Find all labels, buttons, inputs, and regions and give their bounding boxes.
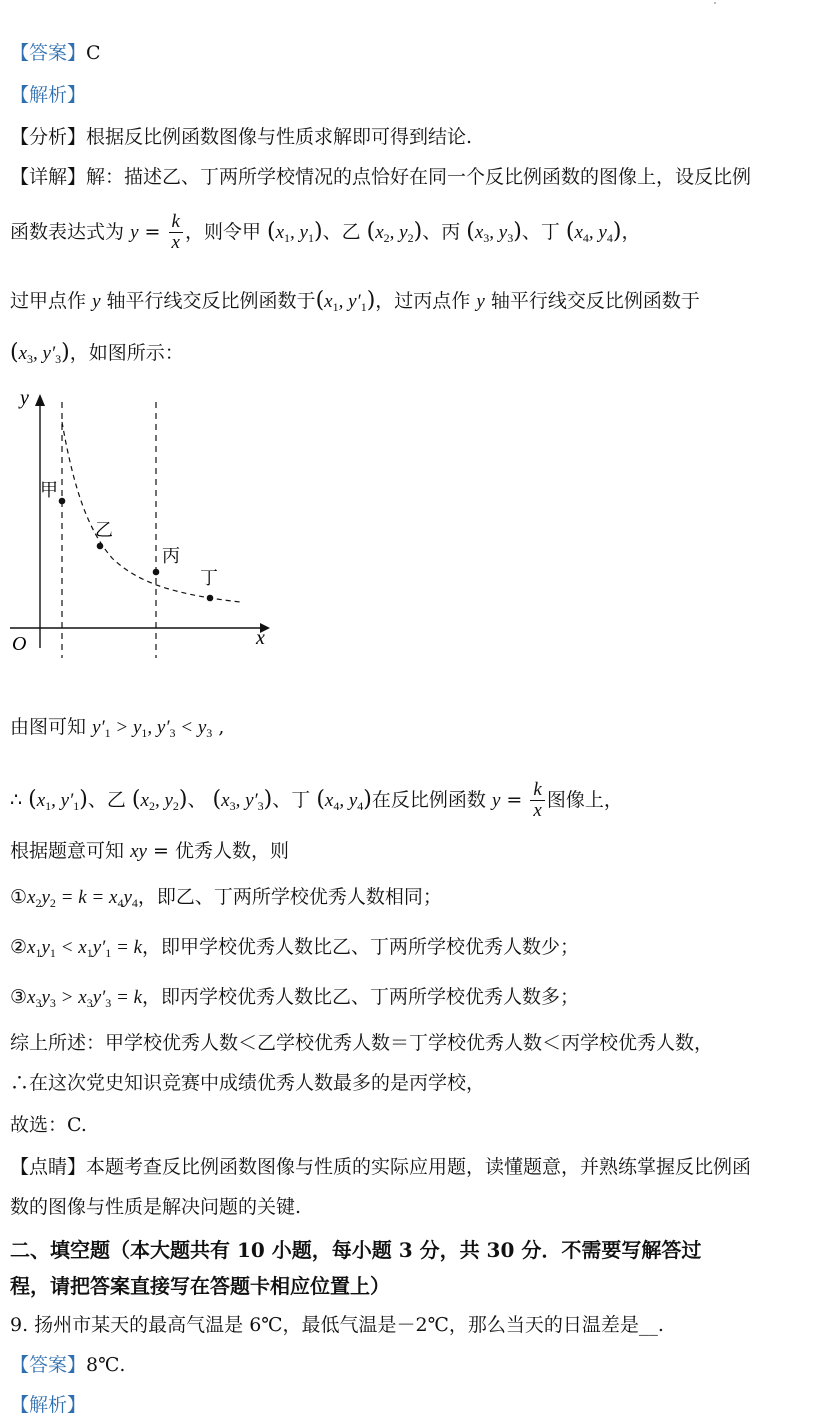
math-y: y: [491, 789, 501, 811]
text-fragment: ，: [621, 220, 641, 243]
text-fragment: ①: [10, 886, 28, 908]
math: $x_1y_1 < x_1y'_1 = k$: [27, 937, 143, 960]
answer-line: [10, 44, 101, 63]
text-fragment: 过甲点作: [10, 290, 87, 312]
text-fragment: 函数表达式为: [10, 220, 125, 243]
math-paren: ): [61, 340, 70, 365]
math-paren: ): [366, 288, 376, 313]
text-fragment: 、丙: [422, 220, 461, 243]
deduce-line-1: 由图可知 $y'_1 > y_1$, $y'_3 < y_3$ ,: [10, 716, 225, 740]
point-bing: [153, 569, 160, 576]
fenxi-label: 【分析】: [10, 126, 87, 148]
section-heading-1: 二、填空题（本大题共有 10 小题，每小题 3 分，共 30 分．不需要写解答过: [10, 1238, 702, 1262]
math-paren: ): [363, 786, 372, 812]
math-paren: ): [313, 218, 323, 244]
math-paren: ): [513, 218, 522, 244]
math: $x_4$, $y_4$: [574, 221, 613, 245]
text-fragment: 、: [187, 788, 207, 811]
math: $x_3$, $y_3$: [474, 221, 514, 245]
case-2: [10, 938, 579, 959]
math-paren: (: [131, 786, 141, 812]
text-fragment: ∴: [10, 788, 23, 811]
math-paren: (: [28, 786, 37, 812]
inverse-proportion-graph: [0, 380, 290, 660]
math: $x_1$, $y'_1$: [36, 789, 80, 813]
y-axis-label: y: [20, 387, 29, 409]
text-fragment: 由图可知: [10, 716, 87, 738]
dianjing-line-2: 数的图像与性质是解决问题的关键.: [10, 1196, 302, 1218]
point-ding: [207, 595, 214, 602]
text-fragment: ，则令甲: [184, 220, 261, 243]
text-fragment: 轴平行线交反比例函数于: [490, 290, 700, 312]
answer9-label: 【答案】: [10, 1354, 87, 1376]
fenxi-line: [10, 128, 472, 147]
answer-value: C: [86, 42, 101, 64]
xiangjie-line-1: [10, 168, 751, 187]
label-jia: 甲: [40, 480, 58, 501]
text-fragment: = 优秀人数，则: [152, 840, 289, 862]
math: $x_1$, $y_1$: [275, 221, 314, 245]
xiangjie-label: 【详解】: [10, 166, 87, 188]
point-jia: [59, 498, 66, 505]
conclusion-line: ∴在这次党史知识竞赛中成绩优秀人数最多的是丙学校，: [10, 1072, 486, 1094]
text-fragment: 、乙: [87, 788, 126, 811]
text-fragment: 轴平行线交反比例函数于: [106, 290, 316, 312]
point-yi: [97, 543, 104, 550]
fenxi-text: 根据反比例函数图像与性质求解即可得到结论.: [86, 126, 473, 148]
text-fragment: ，即乙、丁两所学校优秀人数相同；: [137, 886, 442, 908]
origin-label: O: [12, 633, 27, 655]
fraction-k-over-x: $\frac{k}{x}$: [169, 212, 183, 254]
deduce-line-3: [10, 842, 289, 861]
math-y: y: [130, 221, 139, 243]
analysis-label: 【解析】: [10, 84, 87, 106]
xiangjie-line-4: [10, 342, 184, 365]
math-paren: (: [212, 786, 222, 812]
deduce-line-2: ∴ ($x_1$, $y'_1$)、乙 ($x_2$, $y_2$)、 ($x_3$, $y'_3$)、丁 ($x_4$, $y_4$)在反比例函数 y = $\frac{k}{x}$ 图像上，: [10, 779, 623, 821]
section-heading-2: 程，请把答案直接写在答题卡相应位置上）: [10, 1274, 390, 1298]
math-paren: ): [178, 786, 188, 812]
choose-line: 故选：C.: [10, 1114, 87, 1136]
math-paren: (: [315, 288, 325, 313]
analysis9-label: 【解析】: [10, 1394, 87, 1416]
math-inequality: $y'_1 > y_1$, $y'_3 < y_3$: [92, 717, 213, 740]
math-paren: ): [263, 786, 273, 812]
answer9-value: 8℃.: [86, 1354, 126, 1376]
label-ding: 丁: [200, 568, 218, 589]
math: $x_2$, $y_2$: [375, 221, 414, 245]
text-fragment: 、丁: [272, 788, 311, 811]
question-9: 9. 扬州市某天的最高气温是 6℃，最低气温是－2℃，那么当天的日温差是__.: [10, 1314, 664, 1336]
math-y: y: [476, 291, 485, 312]
math-paren: ): [413, 218, 423, 244]
math-paren: ): [612, 218, 622, 244]
label-yi: 乙: [95, 520, 113, 541]
case-3: [10, 988, 579, 1009]
answer9-line: [10, 1356, 125, 1375]
case-1: [10, 888, 442, 909]
math-paren: (: [565, 218, 575, 244]
dianjing-label: 【点睛】: [10, 1156, 87, 1178]
dianjing-line-1: [10, 1158, 751, 1177]
xiangjie-line-3: [10, 290, 700, 313]
text-fragment: 、丁: [521, 220, 560, 243]
answer-label: 【答案】: [10, 42, 87, 64]
y-axis-arrow: [35, 394, 45, 406]
xiangjie-line-2: 函数表达式为 y = $\frac{k}{x}$ ，则令甲 ($x_1$, $y_1$)、乙 ($x_2$, $y_2$)、丙 ($x_3$, $y_3$)、丁 ($x_4$, $y_4$)，: [10, 211, 641, 253]
math-paren: ): [79, 786, 88, 812]
math-paren: (: [466, 218, 475, 244]
math-paren: (: [366, 218, 376, 244]
math: $x_3$, $y'_3$: [18, 343, 62, 366]
text-fragment: ，如图所示：: [69, 342, 184, 364]
math-xy: xy: [130, 841, 147, 862]
math: $x_2y_2 = k = x_4y_4$: [27, 887, 138, 910]
x-axis-label: x: [256, 627, 265, 649]
math: $x_1$, $y'_1$: [324, 291, 367, 314]
text-fragment: 图像上，: [546, 788, 623, 811]
text-fragment: ，即甲学校优秀人数比乙、丁两所学校优秀人数少；: [142, 936, 580, 958]
text-fragment: 根据题意可知: [10, 840, 125, 862]
summary-line: 综上所述：甲学校优秀人数＜乙学校优秀人数＝丁学校优秀人数＜丙学校优秀人数，: [10, 1032, 714, 1054]
math: $x_2$, $y_2$: [140, 789, 179, 813]
math-paren: (: [316, 786, 325, 812]
math: $x_3y_3 > x_3y'_3 = k$: [27, 987, 143, 1010]
text-fragment: 在反比例函数: [371, 788, 486, 811]
math: $x_3$, $y'_3$: [221, 789, 264, 813]
math: $x_4$, $y_4$: [324, 789, 364, 813]
math-paren: (: [10, 340, 19, 365]
xiangjie-text-1: 解：描述乙、丁两所学校情况的点恰好在同一个反比例函数的图像上，设反比例: [86, 166, 752, 188]
dianjing-text-1: 本题考查反比例函数图像与性质的实际应用题，读懂题意，并熟练掌握反比例函: [86, 1156, 752, 1178]
text-fragment: ，过丙点作: [375, 290, 471, 312]
text-fragment: 、乙: [322, 220, 361, 243]
math-y: y: [92, 291, 101, 312]
math-point-jia: (: [267, 218, 276, 244]
text-fragment: ，即丙学校优秀人数比乙、丁两所学校优秀人数多；: [142, 986, 580, 1008]
corner-speck: [714, 2, 716, 4]
label-bing: 丙: [162, 546, 180, 567]
text-fragment: ③: [10, 986, 28, 1008]
fraction-k-over-x: $\frac{k}{x}$: [530, 780, 544, 822]
text-fragment: ②: [10, 936, 28, 958]
